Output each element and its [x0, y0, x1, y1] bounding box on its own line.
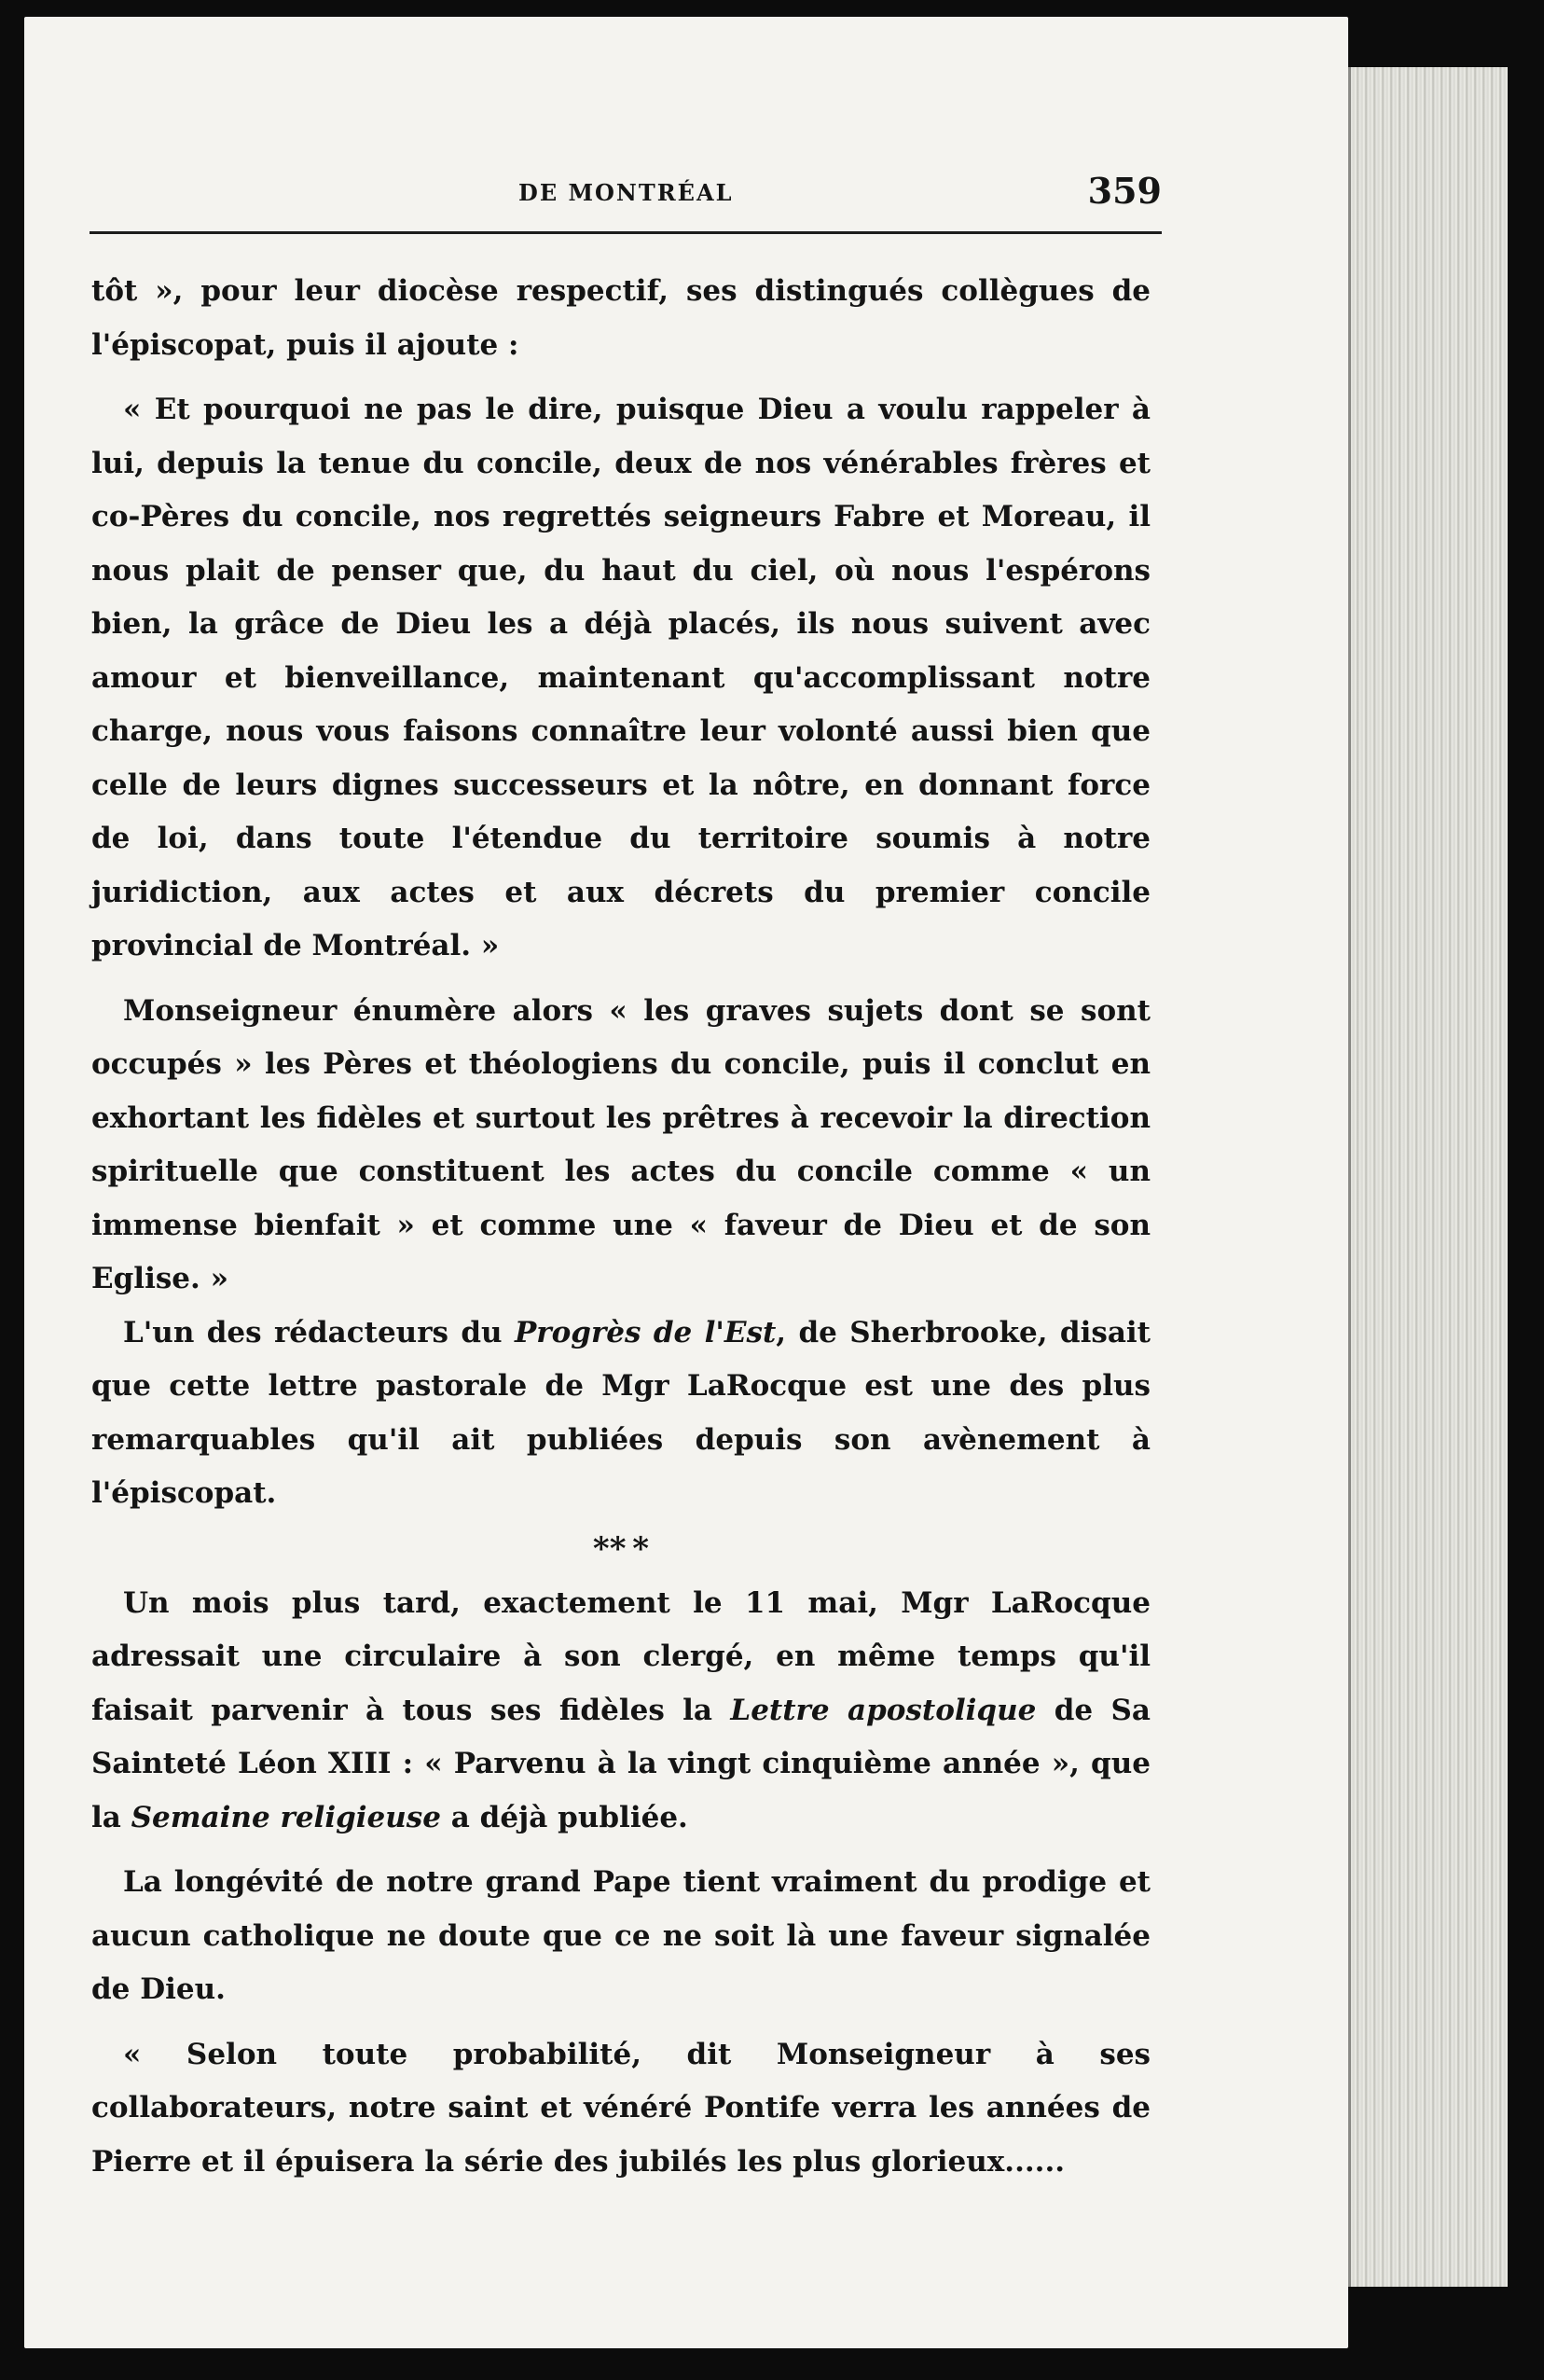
running-title: DE MONTRÉAL — [518, 179, 734, 206]
book-page-edges — [1348, 67, 1508, 2287]
paragraph — [91, 1307, 1151, 1521]
paragraph: Monseigneur énumère alors « les graves sujets dont se sont occupés » les Pères et théologiens du concile, puis il conclut en exhortant les fidèles et surtout les prêtres à recevoir la direction spirituelle que constituent les actes du concile comme « un immense bienfait » et comme une « faveur de Dieu et de son Eglise. » — [91, 993, 1151, 1295]
paragraph: La longévité de notre grand Pape tient vraiment du prodige et aucun catholique ne doute que ce ne soit là une faveur signalée de Dieu. — [91, 1865, 1151, 2006]
text-run: a déjà publiée. — [440, 1800, 688, 1834]
paragraph: « Et pourquoi ne pas le dire, puisque Dieu a voulu rappeler à lui, depuis la tenue du concile, deux de nos vénérables frères et co-Pères du concile, nos regrettés seigneurs Fabre et Moreau, il nous plait de penser que, du haut du ciel, où nous l'espérons bien, la grâce de Dieu les a déjà placés, ils nous suivent avec amour et bienveillance, maintenant qu'accomplissant notre charge, nous vous faisons connaître leur volonté aussi bien que celle de leurs dignes successeurs et la nôtre, en donnant force de loi, dans toute l'étendue du territoire soumis à notre juridiction, aux actes et aux décrets du premier concile provincial de Montréal. » — [91, 393, 1151, 962]
italic-title: Lettre apostolique — [730, 1693, 1037, 1727]
header-rule — [90, 231, 1162, 234]
italic-title: Semaine religieuse — [131, 1800, 441, 1834]
paragraph: tôt », pour leur diocèse respectif, ses distingués collègues de l'épiscopat, puis il ajoute : — [91, 274, 1151, 362]
text-run: de Sa Sainteté Léon XIII : « Parvenu à la vingt cinquième année », que la — [91, 1693, 1151, 1834]
text-run: , de Sherbrooke, disait que cette lettre pastorale de Mgr LaRocque est une des plus remarquables qu'il ait publiées depuis son avènement à l'épiscopat. — [91, 1315, 1151, 1510]
text-run: Un mois plus tard, exactement le 11 mai, Mgr LaRocque adressait une circulaire à son clergé, en même temps qu'il faisait parvenir à tous ses fidèles la — [91, 1585, 1151, 1727]
section-separator: ** * — [592, 1529, 650, 1568]
paragraph — [91, 1577, 1151, 1846]
italic-title: Progrès de l'Est — [514, 1315, 777, 1349]
page-header — [90, 170, 1162, 226]
text-run: L'un des rédacteurs du — [123, 1315, 515, 1349]
page-number: 359 — [1087, 170, 1162, 212]
paragraph: « Selon toute probabilité, dit Monseigneur à ses collaborateurs, notre saint et vénéré Pontife verra les années de Pierre et il épuisera la série des jubilés les plus glorieux...... — [91, 2037, 1151, 2179]
body-text — [91, 265, 1151, 2189]
